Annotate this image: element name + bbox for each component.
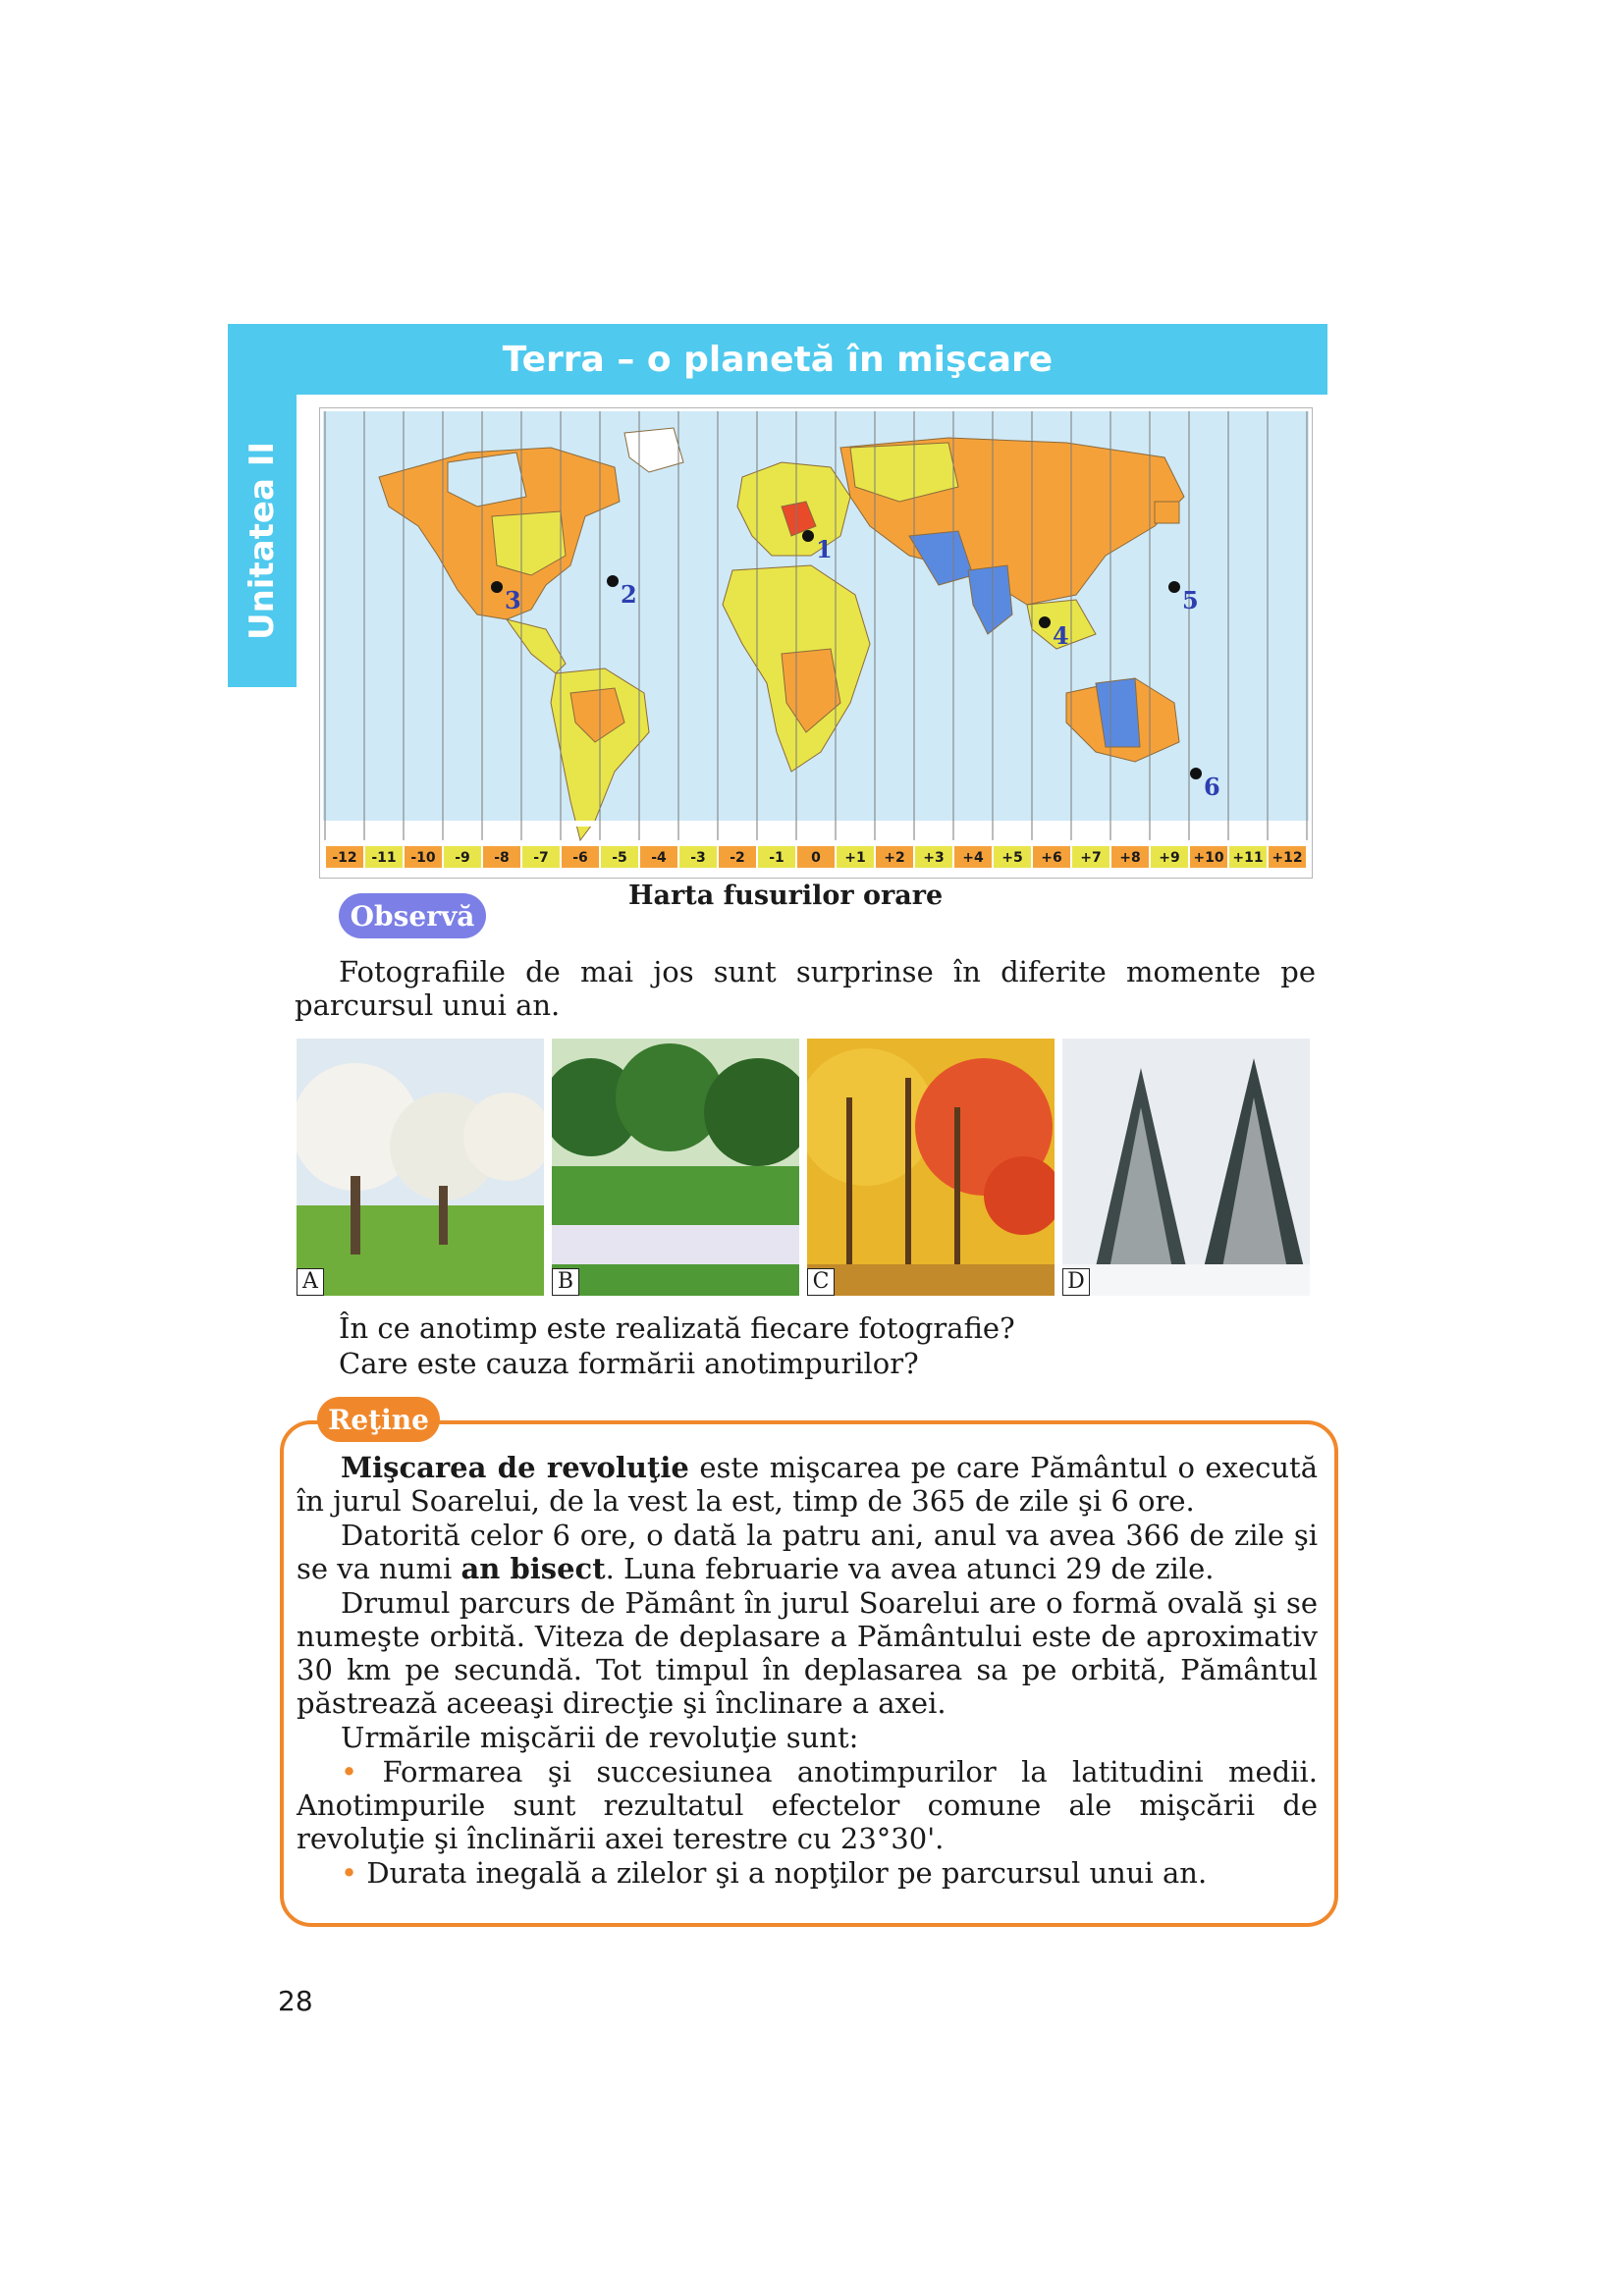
timezone-label: -5: [612, 850, 627, 866]
city-marker: [802, 530, 814, 542]
term-revolution: Mişcarea de revoluţie: [341, 1451, 689, 1484]
photo-label: A: [297, 1268, 324, 1296]
question-1: În ce anotimp este realizată fiecare fotografie?: [339, 1311, 1015, 1345]
page-number: 28: [278, 1985, 313, 2017]
term-leap-year: an bisect: [460, 1552, 606, 1585]
timezone-label: 0: [811, 850, 821, 866]
retine-content: [297, 1451, 1318, 1891]
timezone-label: -10: [410, 850, 436, 866]
bullet-day-night: • Durata inegală a zilelor şi a nopţilor pe parcursul unui an.: [341, 1856, 1208, 1890]
timezone-map-svg: [320, 408, 1312, 878]
timezone-label: -2: [730, 850, 745, 866]
retine-label: Reţine: [317, 1397, 440, 1442]
city-marker: [1168, 581, 1180, 593]
spring-orchard-image: [297, 1039, 544, 1296]
timezone-map: [319, 407, 1313, 879]
timezone-label: +8: [1119, 850, 1141, 866]
photo-label: B: [552, 1268, 579, 1296]
city-marker-label: 2: [621, 580, 637, 609]
timezone-label: -3: [690, 850, 706, 866]
bullet-icon: •: [341, 1856, 358, 1890]
timezone-label: +3: [923, 850, 945, 866]
city-marker-label: 1: [816, 535, 833, 563]
photo-c: [807, 1039, 1055, 1296]
observa-label: Observă: [339, 893, 486, 938]
photo-b: [552, 1039, 799, 1296]
city-marker-label: 5: [1182, 586, 1199, 614]
winter-firs-image: [1062, 1039, 1310, 1296]
autumn-forest-image: [807, 1039, 1055, 1296]
timezone-label: -8: [494, 850, 510, 866]
city-marker: [607, 575, 619, 587]
paragraph-orbit: Drumul parcurs de Pământ în jurul Soarelui are o formă ovală şi se numeşte orbită. Viteza de deplasare a Pământului este de aproximativ 30 km pe secundă. Tot timpul în deplasarea sa pe orbită, Pământul păstrează aceeaşi direcţie şi înclinare a axei.: [297, 1586, 1318, 1720]
paragraph-leap-year: Datorită celor 6 ore, o dată la patru ani, anul va avea 366 de zile şi se va numi an bisect. Luna februarie va avea atunci 29 de zile.: [297, 1519, 1318, 1585]
timezone-label: -6: [572, 850, 588, 866]
question-2: Care este cauza formării anotimpurilor?: [339, 1347, 919, 1380]
unit-label-container: [228, 395, 297, 687]
timezone-label: +1: [844, 850, 866, 866]
bullet-icon: •: [341, 1755, 358, 1789]
timezone-label: +10: [1193, 850, 1224, 866]
timezone-label: -4: [651, 850, 667, 866]
paragraph-revolution: Mişcarea de revoluţie este mişcarea pe care Pământul o execută în jurul Soarelui, de la vest la est, timp de 365 de zile şi 6 ore.: [297, 1451, 1318, 1518]
map-caption: Harta fusurilor orare: [628, 881, 944, 911]
timezone-label: -7: [533, 850, 549, 866]
city-marker: [491, 581, 503, 593]
photo-a: [297, 1039, 544, 1296]
paragraph-consequences: Urmările mişcării de revoluţie sunt:: [341, 1721, 859, 1754]
timezone-label: -1: [769, 850, 784, 866]
timezone-label: +7: [1080, 850, 1102, 866]
bullet-seasons: • Formarea şi succesiunea anotimpurilor la latitudini medii. Anotimpurile sunt rezultatul efectelor comune ale mişcării de revoluţie şi înclinării axei terestre cu 23°30'.: [297, 1755, 1318, 1855]
photo-label: D: [1062, 1268, 1090, 1296]
city-marker-label: 4: [1053, 621, 1069, 650]
timezone-label: +4: [962, 850, 984, 866]
unit-label: Unitatea II: [243, 441, 282, 641]
timezone-scale: [326, 846, 1306, 868]
city-marker-label: 3: [505, 586, 521, 614]
photo-label: C: [807, 1268, 835, 1296]
timezone-label: +5: [1001, 850, 1023, 866]
timezone-label: +9: [1159, 850, 1180, 866]
timezone-label: +2: [884, 850, 905, 866]
timezone-label: +6: [1041, 850, 1062, 866]
timezone-label: +11: [1232, 850, 1264, 866]
photo-d: [1062, 1039, 1310, 1296]
timezone-label: +12: [1271, 850, 1303, 866]
summer-trees-image: [552, 1039, 799, 1296]
timezone-label: -9: [455, 850, 470, 866]
city-marker: [1039, 616, 1051, 628]
city-marker: [1190, 768, 1202, 779]
intro-paragraph: Fotografiile de mai jos sunt surprinse în diferite momente pe parcursul unui an.: [295, 955, 1316, 1022]
page-title: Terra – o planetă în mişcare: [502, 339, 1054, 380]
timezone-label: -12: [332, 850, 357, 866]
timezone-label: -11: [371, 850, 397, 866]
city-marker-label: 6: [1204, 773, 1220, 801]
